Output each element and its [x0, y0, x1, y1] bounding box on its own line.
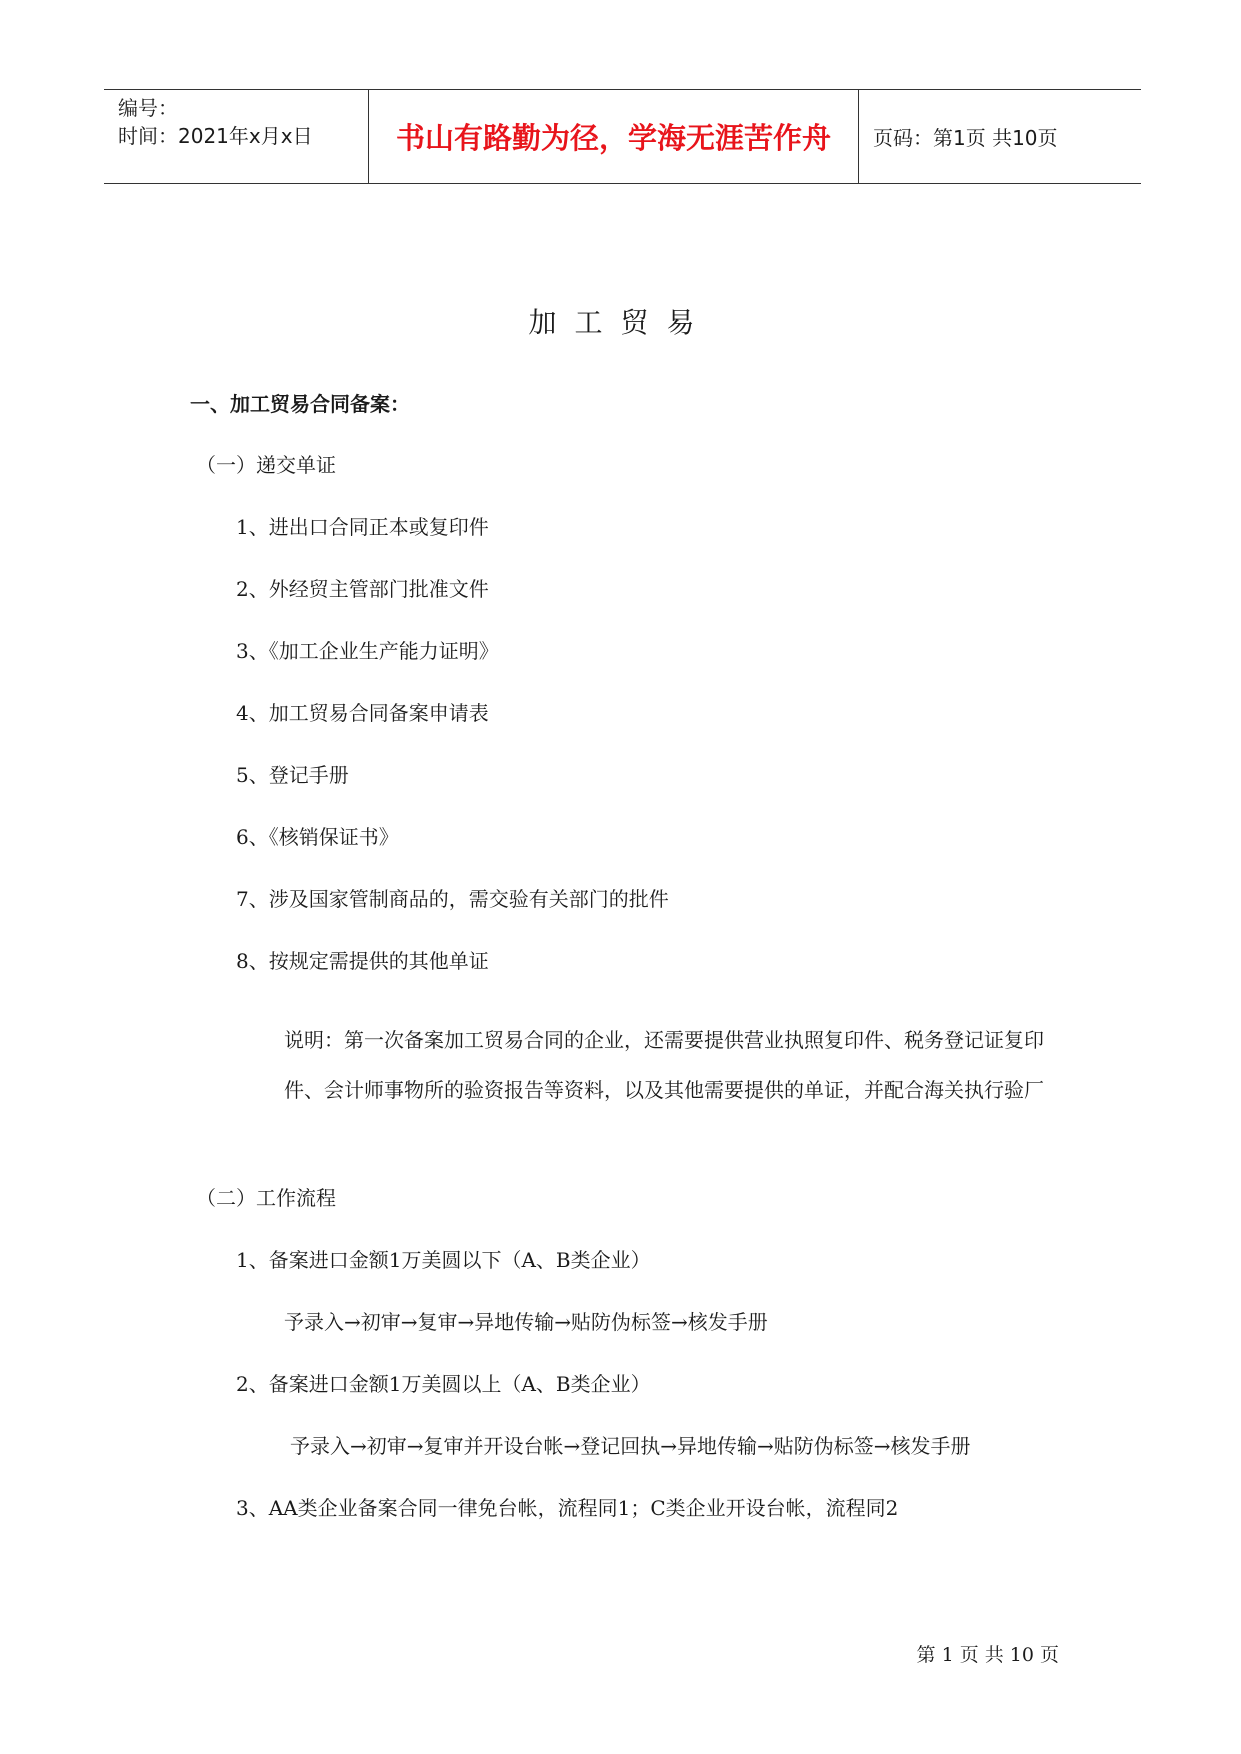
document-title: 加工贸易 — [528, 306, 713, 339]
header-meta-cell — [104, 90, 369, 183]
list-item: 2、外经贸主管部门批准文件 — [236, 577, 489, 601]
subsection-heading: （一）递交单证 — [196, 453, 336, 477]
flow-title: 2、备案进口金额1万美圆以上（A、B类企业） — [236, 1372, 651, 1396]
list-item: 8、按规定需提供的其他单证 — [236, 949, 489, 973]
flow-title: 1、备案进口金额1万美圆以下（A、B类企业） — [236, 1248, 651, 1272]
page-label: 页码：第1页 共10页 — [873, 126, 1058, 150]
note-paragraph: 说明：第一次备案加工贸易合同的企业，还需要提供营业执照复印件、税务登记证复印件、会计师事物所的验资报告等资料，以及其他需要提供的单证，并配合海关执行验厂 — [284, 1028, 1044, 1102]
list-item: 4、加工贸易合同备案申请表 — [236, 701, 489, 725]
flow-note: 3、AA类企业备案合同一律免台帐，流程同1；C类企业开设台帐，流程同2 — [236, 1496, 899, 1520]
motto: 书山有路勤为径，学海无涯苦作舟 — [369, 90, 859, 183]
subsection-heading: （二）工作流程 — [196, 1186, 336, 1210]
list-item: 1、进出口合同正本或复印件 — [236, 515, 489, 539]
serial-label: 编号： — [118, 96, 178, 120]
section-heading: 一、加工贸易合同备案： — [190, 392, 410, 416]
list-item: 6、《核销保证书》 — [236, 825, 399, 849]
list-item: 3、《加工企业生产能力证明》 — [236, 639, 499, 663]
list-item: 5、登记手册 — [236, 763, 349, 787]
footer-page-number: 第 1 页 共 10 页 — [916, 1644, 1059, 1666]
flow-steps: 予录入→初审→复审→异地传输→贴防伪标签→核发手册 — [284, 1310, 768, 1334]
time-label: 时间：2021年x月x日 — [118, 124, 313, 148]
header-table — [104, 89, 1141, 184]
list-item: 7、涉及国家管制商品的，需交验有关部门的批件 — [236, 887, 669, 911]
flow-steps: 予录入→初审→复审并开设台帐→登记回执→异地传输→贴防伪标签→核发手册 — [290, 1434, 971, 1458]
